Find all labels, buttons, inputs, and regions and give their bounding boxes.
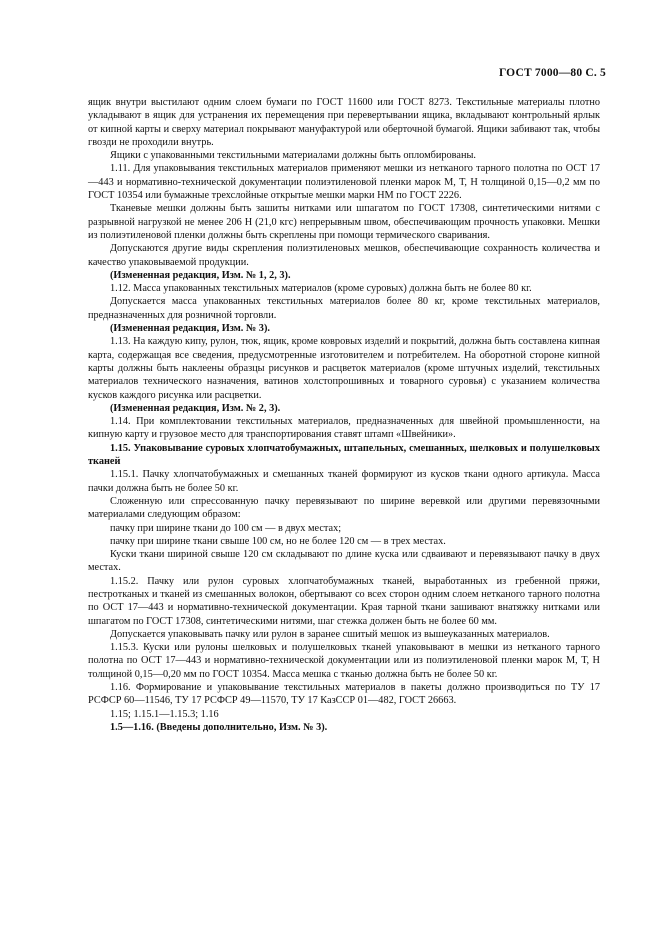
document-body <box>88 96 600 734</box>
list-item: пачку при ширине ткани свыше 100 см, но не более 120 см — в трех местах. <box>110 535 446 547</box>
paragraph: Допускаются другие виды скрепления полиэтиленовых мешков, обеспечивающие сохранность количества и качество упаковываемой продукции. <box>88 243 600 268</box>
amendment-note: (Измененная редакция, Изм. № 1, 2, 3). <box>110 269 291 281</box>
section-heading-1-15: 1.15. Упаковывание суровых хлопчатобумажных, штапельных, смешанных, шелковых и полушелковых тканей <box>88 442 600 468</box>
clause-1-13: 1.13. На каждую кипу, рулон, тюк, ящик, кроме ковровых изделий и покрытий, должна быть составлена кипная карта, содержащая все сведения, предусмотренные изготовителем и потребителем. На оборотной стороне кипной карты должны быть наклеены образцы рисунков и расцветок материалов (кроме штучных изделий, текстильных материалов технического назначения, ватинов холстопрошивных и товарного суровья) с указанием количества кусков каждого рисунка или расцветки. <box>88 336 600 401</box>
paragraph: Допускается упаковывать пачку или рулон в заранее сшитый мешок из вышеуказанных материалов. <box>110 628 550 640</box>
paragraph: Сложенную или спрессованную пачку перевязывают по ширине веревкой или другими перевязочными материалами следующим образом: <box>88 495 600 521</box>
paragraph: Тканевые мешки должны быть зашиты нитками или шпагатом по ГОСТ 17308, синтетическими нитями с разрывной нагрузкой не менее 206 Н (21,0 кгс) непрерывным швом, обеспечивающим прочность упаковки. Мешки из полиэтиленовой пленки должны быть скреплены при помощи термического сваривания. <box>88 203 600 241</box>
amendment-note: (Измененная редакция, Изм. № 3). <box>110 323 270 335</box>
paragraph: Допускается масса упакованных текстильных материалов более 80 кг, кроме текстильных материалов, предназначенных для розничной торговли. <box>88 296 600 321</box>
paragraph: 1.15; 1.15.1—1.15.3; 1.16 <box>110 708 219 720</box>
paragraph: Ящики с упакованными текстильными материалами должны быть опломбированы. <box>110 150 476 162</box>
clause-1-12: 1.12. Масса упакованных текстильных материалов (кроме суровых) должна быть не более 80 кг. <box>110 283 532 295</box>
amendment-note: (Измененная редакция, Изм. № 2, 3). <box>110 402 281 414</box>
page-header: ГОСТ 7000—80 С. 5 <box>498 67 606 79</box>
clause-1-15-3: 1.15.3. Куски или рулоны шелковых и полушелковых тканей упаковывают в мешки из нетканого тарного полотна по ОСТ 17—443 и нормативно-технической документации или из полиэтиленовой пленки марок М, Т, Н толщиной 0,15—0,20 мм по ГОСТ 10354. Масса мешка с тканью должна быть не более 50 кг. <box>88 642 600 680</box>
clause-1-16: 1.16. Формирование и упаковывание текстильных материалов в пакеты должно производиться по ТУ 17 РСФСР 60—11546, ТУ 17 РСФСР 49—11570, ТУ 17 КазССР 01—482, ГОСТ 26663. <box>88 682 600 707</box>
list-item: пачку при ширине ткани до 100 см — в двух местах; <box>110 522 342 534</box>
paragraph: Куски ткани шириной свыше 120 см складывают по длине куска или сдваивают и перевязывают пачку в двух местах. <box>88 549 600 574</box>
clause-1-11: 1.11. Для упаковывания текстильных материалов применяют мешки из нетканого тарного полотна по ОСТ 17—443 и нормативно-технической документации полиэтиленовой пленки марок М, Т, Н толщиной 0,15—0,2 мм по ГОСТ 10354 или бумажные трехслойные открытые мешки марки НМ по ГОСТ 2226. <box>88 163 600 202</box>
amendment-note: 1.5—1.16. (Введены дополнительно, Изм. № 3). <box>110 721 328 733</box>
paragraph: ящик внутри выстилают одним слоем бумаги по ГОСТ 11600 или ГОСТ 8273. Текстильные материалы плотно укладывают в ящик для устранения их перемещения при перевертывании ящика, вкладывают контрольный ярлык от кипной карты и сверху материал покрывают мануфактурой или оберточной бумагой. Ящики забивают так, чтобы гвозди не проходили внутрь. <box>88 97 600 148</box>
clause-1-14: 1.14. При комплектовании текстильных материалов, предназначенных для швейной промышленности, на кипную карту и грузовое место для транспортирования ставят штамп «Швейники». <box>88 416 600 441</box>
clause-1-15-2: 1.15.2. Пачку или рулон суровых хлопчатобумажных тканей, выработанных из гребенной пряжи, пестротканых и тканей из смешанных волокон, обертывают со всех сторон одним слоем нетканого тарного полотна по ОСТ 17—443 и нормативно-технической документации. Края тарной ткани зашивают внатяжку нитками или шпагатом по ГОСТ 17308, синтетическими нитями, шаг стежка должен быть не более 60 мм. <box>88 575 600 627</box>
clause-1-15-1: 1.15.1. Пачку хлопчатобумажных и смешанных тканей формируют из кусков ткани одного артикула. Масса пачки должна быть не более 50 кг. <box>88 469 600 494</box>
